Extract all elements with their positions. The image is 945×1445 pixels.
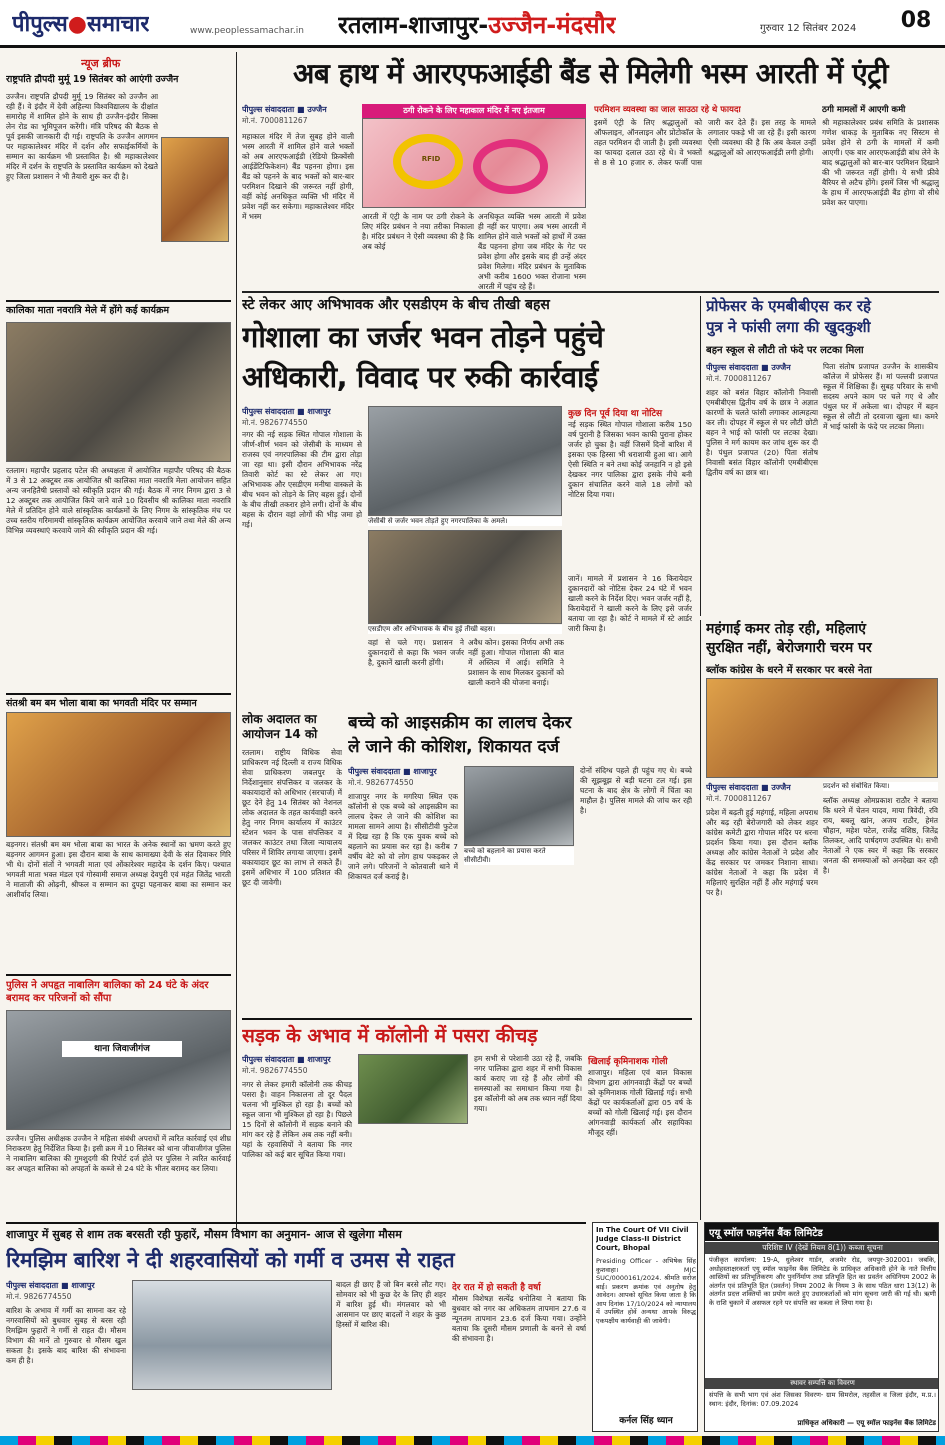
au-finance-body: पंजीकृत कार्यालय: 19-A, धुलेश्वर गार्डन, अजमेर रोड, जयपुर-302001। जबकि, अधोहस्ताक्षरकर्ता एयू स्मॉल फाइनेंस बैंक लिमिटेड के प्राधिकृत अधिकारी होने के नाते वित्तीय आस्तियों का प्रतिभूतिकरण और पुनर्निर्माण तथा प्रतिभूति हित का प्रवर्तन अधिनियम 2002 के अंतर्गत एवं प्रतिभूति हित (प्रवर्तन) नियम 2002 के नियम 3 के साथ पठित धारा 13(12) के अंतर्गत प्रदत्त शक्तियों का प्रयोग करते हुए उधारकर्ताओं को मांग सूचना जारी की गई थी। ऋणी के राशि चुकाने में असफल रहने पर संपत्ति का कब्जा ले लिया गया है। [709, 1256, 936, 1307]
khilai-headline: खिलाई कृमिनाशक गोली [588, 1057, 668, 1067]
road-headline: सड़क के अभाव में कॉलोनी में पसरा कीचड़ [242, 1025, 538, 1047]
lead-right-title: ठगी मामलों में आएगी कमी [822, 105, 906, 115]
inflation-body: प्रदेश में बढ़ती हुई महंगाई, महिला अपराध और बढ़ रही बेरोजगारी को लेकर शहर कांग्रेस कमेटी द्वारा गोपाल मंदिर पर धरना प्रदर्शन किया गया। इस दौरान ब्लॉक अध्यक्ष और कांग्रेस नेताओं ने प्रदेश और केंद्र सरकार पर जमकर निशाना साधा। कांग्रेस नेताओं ने कहा कि प्रदेश में महिलाएं सुरक्षित नहीं हैं और महंगाई चरम पर है। [706, 808, 818, 897]
weather-body: बारिश के अभाव में गर्मी का सामना कर रहे नगरवासियों को बुधवार सुबह से बरस रही रिमझिम फुहारों ने गर्मी से राहत दी। मौसम विभाग की मानें तो गुरुवार से मौसम खुल सकता है। इसके बाद बारिश की संभावना कम ही है। [6, 1306, 126, 1365]
au-finance-subtitle: परिशिष्ट IV (देखें नियम 8(1)) कब्जा सूचना [705, 1242, 939, 1254]
lead-side-body: इसमें एंट्री के लिए श्रद्धालुओं को ऑफलाइन, ऑनलाइन और प्रोटोकॉल के तहत परमिशन दी जाती है। इसी व्यवस्था का फायदा दलाल उठा रहे थे। वे भक्तों से 8 से 10 हजार रु. लेकर फर्जी पास जारी कर देते हैं। इस तरह के मामले लगातार पकड़े भी जा रहे हैं। इसी कारण ऐसी व्यवस्था की है कि अब केवल उन्हीं श्रद्धालुओं को आरएफआईडी लगी होगी। [594, 118, 816, 167]
inflation-headline-2: सुरक्षित नहीं, बेरोजगारी चरम पर [706, 640, 872, 656]
icecream-mobile: मो.नं. 9826774550 [348, 778, 414, 787]
professor-body: शहर को बसंत विहार कॉलोनी निवासी एमबीबीएस द्वितीय वर्ष के छात्र ने अज्ञात कारणों के चलते फांसी लगाकर आत्महत्या कर ली। दोपहर में स्कूल से घर लौटी छोटी बहन ने भाई को फांसी पर लटका देखा। पुलिस ने मर्ग कायम कर जांच शुरू कर दी है। पंथुल प्रजापत (20) पिता संतोष निवासी बसंत विहार कॉलोनी एमबीबीएस द्वितीय वर्ष का छात्र था। [706, 388, 818, 477]
weather-byline: पीपुल्स संवाददाता ■ शाजापुर [6, 1281, 95, 1290]
protest-caption: प्रदर्शन को संबोधित किया। [823, 782, 938, 791]
professor-subhead: बहन स्कूल से लौटी तो फंदे पर लटका मिला [706, 345, 864, 356]
lead-mobile: मो.नं. 7000811267 [242, 116, 308, 125]
gaushala-body-2: अवैध कोन। इसका निर्णय अभी तक नहीं हुआ। गोपाल गोशाला की बात में अस्तित्व में आई। समिति ने प्रशासन के साथ मिलकर दुकानों को खाली कराने की योजना बनाई। [468, 638, 564, 687]
weather-headline: रिमझिम बारिश ने दी शहरवासियों को गर्मी व उमस से राहत [6, 1248, 455, 1272]
icecream-story [348, 712, 692, 1012]
road-story [242, 1018, 692, 1218]
au-finance-header [705, 1223, 939, 1241]
professor-headline-2: पुत्र ने फांसी लगा की खुदकुशी [706, 318, 871, 336]
inflation-mobile: मो.नं. 7000811267 [706, 794, 772, 803]
gaushala-note-title: कुछ दिन पूर्व दिया था नोटिस [568, 409, 663, 419]
lead-right-body: श्री महाकालेश्वर प्रबंध समिति के प्रशासक गणेश धाकड़ के मुताबिक नए सिस्टम से प्रवेश होने से ठगी के मामलों में कमी आएगी। एक बार आरएफआईडी बांध लेने के बाद श्रद्धालुओं को बार-बार परमिशन दिखाने की भी जरूरत नहीं होगी। ये सभी फ्रीवे बैरियर से अटैच होंगे। इसमें जिस भी श्रद्धालु के हाथ में आरएफआईडी बैंड होगा वो सीधे प्रवेश कर पाएगा। [822, 118, 939, 207]
lead-col3: आरती में एंट्री के नाम पर ठगी रोकने के लिए मंदिर प्रबंधन ने नया तरीका निकाला है। मंदिर प्रबंधन ने ऐसी व्यवस्था की है कि अब कोई [362, 212, 474, 251]
inflation-story [700, 620, 939, 1220]
rain-photo [132, 1280, 332, 1390]
road-body-2: हम सभी से परेशानी उठा रहे हैं, जबकि नगर पालिका द्वारा शहर में सभी विकास कार्य कराए जा रहे हैं और लोगों की समस्याओं का समाधान किया गया है। इस कॉलोनी को अब तक ध्यान नहीं दिया गया। [474, 1054, 582, 1113]
au-finance-property: संपत्ति के सभी भाग एवं अंश जिसका विवरण- ग्राम सिमरोल, तहसील व जिला इंदौर, म.प्र.। स्थान: इंदौर, दिनांक: 07.09.2024 [709, 1391, 936, 1408]
saints-honor-photo [6, 712, 231, 837]
inflation-byline: पीपुल्स संवाददाता ■ उज्जैन [706, 783, 791, 792]
lead-col2: अनधिकृत व्यक्ति भस्म आरती में प्रवेश ही नहीं कर पाएगा। अब भस्म आरती में शामिल होने वाले भक्तों को हाथों में उक्त बैंड पहनना होगा जब मंदिर के गेट पर प्रवेश होगा और इसके बाद ही उन्हें अंदर प्रवेश मिलेगा। मंदिर प्रबंधन के मुताबिक अभी करीब 1600 भक्त रोजाना भस्म आरती में पहुंच रहे हैं। [478, 212, 586, 290]
masthead [0, 0, 945, 48]
gaushala-body: नगर की नई सड़क स्थित गोपाल गोशाला के जीर्ण-शीर्ण भवन को जेसीबी के माध्यम से राजस्व एवं नगरपालिका की टीम द्वारा तोड़ा जा रहा था। इसी दौरान अभिभावक नरेंद्र तिवारी कोर्ट का स्टे लेकर आ गए। अभिभावक और एसडीएम मनीषा वास्कले के बीच भवन को तोड़ने के लिए बहस हुई। दोनों के बीच तीखी तकरार होने लगी। दोनों के बीच बहस के दौरान वहां लोगों की भीड़ जमा हो गई। [242, 430, 362, 529]
section-rule [242, 291, 939, 293]
au-finance-footer: प्राधिकृत अधिकारी — एयू स्मॉल फाइनेंस बैंक लिमिटेड [797, 1419, 936, 1427]
brief-headline-minor-rescue: पुलिस ने अपहृत नाबालिग बालिका को 24 घंटे के अंदर बरामद कर परिजनों को सौंपा [6, 974, 231, 1005]
road-body: नगर से लेकर हमारी कॉलोनी तक कीचड़ पसरा है। वाहन निकालना तो दूर पैदल चलना भी मुश्किल हो रहा है। बच्चों को स्कूल जाना भी मुश्किल हो रहा है। पिछले 15 दिनों से कॉलोनी में सड़क बनाने की मांग कर रहे हैं लेकिन अब तक नहीं बनी। यहां के रहवासियों ने बताया कि नगर पालिका को कई बार सूचित किया गया। [242, 1080, 352, 1159]
court-notice-signature: कर्नल सिंह ध्यान [619, 1416, 673, 1426]
road-mobile: मो.नं. 9826774550 [242, 1066, 308, 1075]
icecream-headline-1: बच्चे को आइसक्रीम का लालच देकर [348, 713, 572, 733]
gaushala-note-body: नई सड़क स्थित गोपाल गोशाला करीब 150 वर्ष पुरानी है जिसका भवन काफी पुराना होकर जर्जर हो चुका है। वहीं जिसमें दिनों बारिश में इसका एक हिस्सा भी धराशायी हुआ था। आगे ऐसी स्थिति न बने तथा कोई जनहानि न हो इसे देखकर नगर पालिका द्वारा इसके नीचे बनी दुकान संचालित करने वाले 18 लोगों को नोटिस दिया गया। [568, 420, 692, 499]
website-url[interactable]: www.peoplessamachar.in [190, 26, 304, 36]
icecream-body: शाजापुर नगर के मगरिया स्थित एक कॉलोनी से एक बच्चे को आइसक्रीम का लालच देकर ले जाने की कोशिश का मामला सामने आया है। सीसीटीवी फुटेज में दिख रहा है कि एक युवक बच्चे को बहलाने का प्रयास कर रहा है। करीब 7 वर्षीय बेटे को वो लोग हाथ पकड़कर ले जाने लगे। परिजनों ने कोतवाली थाने में शिकायत दर्ज कराई है। [348, 792, 458, 881]
lead-story [242, 52, 939, 290]
au-finance-ad [704, 1222, 939, 1432]
rfid-band-photo [362, 118, 586, 208]
weather-body-2: बादल ही छाए हैं जो बिन बरसे लौट गए। सोमवार को भी कुछ देर के लिए ही शहर में बारिश हुई थी। मंगलवार को भी आसमान पर छाए बादलों ने शहर के कुछ हिस्सों में बारिश की। [336, 1280, 446, 1329]
lok-adalat-headline: लोक अदालत का आयोजन 14 को [242, 712, 318, 741]
rfid-photo-banner: ठगी रोकने के लिए महाकाल मंदिर में नए इंतजाम [362, 104, 586, 118]
lead-headline: अब हाथ में आरएफआईडी बैंड से मिलेगी भस्म आरती में एंट्री [293, 57, 888, 90]
lead-side-title: परमिशन व्यवस्था का जाल साउठा रहे थे फायदा [594, 105, 741, 115]
icecream-body-2: दोनों संदिग्ध पहले ही पहुंच गए थे। बच्चे की सूझबूझ से बड़ी घटना टल गई। इस घटना के बाद क्षेत्र के लोगों में चिंता का माहौल है। पुलिस मामले की जांच कर रही है। [580, 766, 692, 815]
court-notice-body: Presiding Officer - अभिषेक सिंह कुशवाहा। MJC SUC/0000161/2024. श्रीमति सरोज बाई। प्रकरण क्रमांक एवं अनुतोष हेतु आवेदन। आपको सूचित किया जाता है कि आप दिनांक 17/10/2024 को न्यायालय में उपस्थित होवें अन्यथा आपके विरुद्ध एकपक्षीय कार्यवाही की जावेगी। [596, 1257, 696, 1325]
mud-road-photo [358, 1054, 468, 1124]
au-finance-title: एयू स्मॉल फाइनेंस बैंक लिमिटेड [709, 1228, 823, 1239]
court-notice-ad [592, 1222, 698, 1432]
weather-story [6, 1222, 586, 1432]
gaushala-byline: पीपुल्स संवाददाता ■ शाजापुर [242, 407, 331, 416]
road-byline: पीपुल्स संवाददाता ■ शाजापुर [242, 1055, 331, 1064]
police-station-photo [6, 1010, 231, 1130]
gaushala-kicker: स्टे लेकर आए अभिभावक और एसडीएम के बीच तीखी बहस [242, 297, 550, 313]
brief-headline-president: राष्ट्रपति द्रौपदी मुर्मू 19 सितंबर को आएंगी उज्जैन [6, 74, 179, 85]
cctv-photo [464, 766, 574, 846]
weather-mobile: मो.नं. 9826774550 [6, 1292, 72, 1301]
inflation-body-2: ब्लॉक अध्यक्ष ओमप्रकाश राठौर ने बताया कि धरने में चेतन यादव, माया त्रिवेदी, रवि राय, बबलू खांन, अजय राठौर, हेमंत चौहान, महेश पटेल, राजेंद्र वशिष्ठ, जितेंद्र तिलकर, आदि पार्षदगण उपस्थित थे। सभी नेताओं ने एक स्वर में कहा कि सरकार जनता की समस्याओं को अनदेखा कर रही है। [823, 796, 938, 875]
professor-story [700, 296, 939, 616]
color-registration-bar [0, 1436, 945, 1445]
argument-caption: एसडीएम और अभिभावक के बीच हुई तीखी बहस। [368, 625, 562, 634]
weather-side-body: मौसम विशेषज्ञ सत्येंद्र धनोतिया ने बताया कि बुधवार को नगर का अधिकतम तापमान 27.6 व न्यूनतम तापमान 23.6 दर्ज किया गया। उन्होंने बताया कि दूसरी मौसम प्रणाली के बनने से वर्षा की संभावना है। [452, 1294, 586, 1343]
brief-body-president: उज्जैन। राष्ट्रपति द्रौपदी मुर्मू 19 सितंबर को उज्जैन आ रही हैं। वे इंदौर में देवी अहिल्या विश्वविद्यालय के दीक्षांत समारोह में शामिल होने के साथ ही उज्जैन-इंदौर सिक्स लेन रोड का भूमिपूजन करेंगी। मंत्रि परिषद की बैठक से पूर्व इसकी जानकारी दी गई। राष्ट्रपति के उज्जैन आगमन पर महाकालेश्वर मंदिर में दर्शन और सफाईकर्मियों के सम्मान का कार्यक्रम भी प्रस्तावित है। श्री महाकालेश्वर मंदिर में दर्शन के राष्ट्रपति के प्रस्तावित कार्यक्रम को देखते हुए जिला प्रशासन ने भी तैयारी शुरू कर दी है। [6, 92, 158, 181]
lok-adalat-story [242, 712, 342, 1012]
column-divider [236, 52, 237, 1232]
khilai-body: शाजापुर। महिला एवं बाल विकास विभाग द्वारा आंगनवाड़ी केंद्रों पर बच्चों को कृमिनाशक गोली खिलाई गई। सभी केंद्रों पर कार्यकर्ताओं द्वारा 05 वर्ष के बच्चों को गोली खिलाई गई। इस दौरान आंगनवाड़ी कार्यकर्ता और सहायिका मौजूद रहीं। [588, 1068, 692, 1137]
gaushala-headline-2: अधिकारी, विवाद पर रुकी कार्रवाई [242, 360, 598, 394]
rfid-band-pink [473, 139, 548, 194]
cctv-caption: बच्चे को बहलाने का प्रयास करते सीसीटीवी। [464, 847, 574, 865]
brief-body-bam-bholababa: बड़नगर। संतश्री बम बम भोला बाबा का भारत के अनेक स्थानों का भ्रमण करते हुए बड़नगर आगमन हुआ। इस दौरान बाबा के साथ कामाख्या देवी के संत दिवाकर गिरि भी थे। दोनों संतों ने भगवती माता एवं ओंकारेश्वर महादेव के दर्शन किए। पश्चात भगवती माता भक्त मंडल एवं गोस्वामी समाज अध्यक्ष देवपुरी एवं महंत जितेंद्र भारती ने माताजी की ओढ़नी, श्रीफल व सम्मान का दुपट्टा पहनाकर बाबा का सम्मान कर आशीर्वाद लिया। [6, 840, 231, 899]
professor-byline: पीपुल्स संवाददाता ■ उज्जैन [706, 363, 791, 372]
edition-region: रतलाम-शाजापुर-उज्जैन-मंदसौर [338, 11, 616, 39]
brief-headline-bam-bholababa: संतश्री बम बम भोला बाबा का भगवती मंदिर पर सम्मान [6, 693, 231, 710]
lok-adalat-body: रतलाम। राष्ट्रीय विधिक सेवा प्राधिकरण नई दिल्ली व राज्य विधिक सेवा प्राधिकरण जबलपुर के निर्देशानुसार संपत्तिकर व जलकर के बकायादारों को अधिभार (सरचार्ज) में छूट देने हेतु 14 सितंबर को नेशनल लोक अदालत के तहत कार्यवाही करने हेतु नगर निगम कार्यालय में काउंटर स्टेशन भवन के पास संपत्तिकर व जलकर काउंटर तथा जिला न्यायालय परिसर में शिविर लगाया जाएगा। इसमें बकायादार छूट का लाभ ले सकते हैं। इसमें अधिभार में 100 प्रतिशत की छूट दी जावेगी। [242, 748, 342, 887]
brief-body-kalika: रतलाम। महापौर प्रहलाद पटेल की अध्यक्षता में आयोजित महापौर परिषद की बैठक में 3 से 12 अक्टूबर तक आयोजित श्री कालिका माता नवरात्रि मेला आयोजन सहित अन्य जनहितैषी प्रस्तावों को स्वीकृति प्रदान की गई। बैठक में नगर निगम द्वारा 3 से 12 अक्टूबर तक आयोजित किये जाने वाले 10 दिवसीय श्री कालिका माता नवरात्रि मेले में प्रतिदिन होने वाले सांस्कृतिक कार्यक्रमों के लिए निगम के सांस्कृतिक मंच पर उच्च स्तरीय गरिमामयी सांस्कृतिक कार्यक्रम आयोजित करवाये जाने तथा मेले की अन्य विभिन्न व्यवस्थाएं करवाये जाने की स्वीकृति प्रदान की गई। [6, 466, 231, 535]
inflation-subhead: ब्लॉक कांग्रेस के धरने में सरकार पर बरसे नेता [706, 665, 872, 676]
news-brief-label: न्यूज ब्रीफ [81, 57, 121, 70]
icecream-byline: पीपुल्स संवाददाता ■ शाजापुर [348, 767, 437, 776]
demolition-photo [368, 406, 562, 516]
inflation-headline-1: महंगाई कमर तोड़ रही, महिलाएं [706, 621, 867, 637]
professor-headline-1: प्रोफेसर के एमबीबीएस कर रहे [706, 297, 872, 315]
gaushala-headline-1: गोशाला का जर्जर भवन तोड़ने पहुंचे [242, 320, 604, 354]
au-finance-property-title: स्थावर सम्पत्ति का विवरण [705, 1378, 939, 1389]
brief-body-minor-rescue: उज्जैन। पुलिस अधीक्षक उज्जैन ने महिला संबंधी अपराधों में त्वरित कार्रवाई एवं शीघ्र निराकरण हेतु निर्देशित किया है। इसी क्रम में 10 सितंबर को थाना जीवाजीगंज पुलिस ने नाबालिग बालिका की गुमशुदगी की रिपोर्ट दर्ज होते पर पुलिस ने त्वरित कार्रवाई कर अपहृत बालिका को अपहर्ता के कब्जे से 24 घंटे के भीतर बरामद कर लिया। [6, 1134, 231, 1173]
icecream-headline-2: ले जाने की कोशिश, शिकायत दर्ज [348, 737, 560, 757]
rfid-band-label: RFID [421, 155, 441, 163]
president-photo [161, 137, 229, 242]
brand-dot-icon: ● [67, 12, 87, 37]
page-number: 08 [900, 8, 932, 33]
gaushala-body-4: जानें। मामले में प्रशासन ने 16 किरायेदार दुकानदारों को नोटिस देकर 24 घंटे में भवन खाली करने के निर्देश दिए। भवन जर्जर नहीं है, किरायेदारों ने खाली करने के लिए इसे जर्जर बताया जा रहा है। कोर्ट ने मामले में स्टे आर्डर जारी किया है। [568, 574, 692, 633]
gaushala-body-3: वहां से चले गए। प्रशासन ने दुकानदारों से कहा कि भवन जर्जर है, दुकानें खाली करनी होंगी। [368, 638, 464, 667]
brief-headline-kalika: कालिका माता नवरात्रि मेले में होंगे कई कार्यक्रम [6, 300, 231, 317]
professor-body-2: पिता संतोष प्रजापत उज्जैन के शासकीय कॉलेज में प्रोफेसर हैं। मां पल्लवी प्रजापत स्कूल में शिक्षिका हैं। सुबह परिवार के सभी सदस्य अपने काम पर चले गए थे और पंथुल घर में अकेला था। दोपहर में बहन स्कूल से लौटी तो दरवाजा खुला था। कमरे में भाई फांसी के फंदे पर लटका मिला। [823, 362, 938, 431]
gaushala-story [242, 296, 692, 706]
lead-col1: महाकाल मंदिर में तेज सुबह होने वाली भस्म आरती में शामिल होने वाले भक्तों को अब आरएफआईडी (रेडियो फ्रिक्वेंसी आईडेंटिफिकेशन) बैंड पहनना होगा। इस बैंड को पहनने के बाद भक्तों को बार-बार परमिशन दिखाने की जरूरत नहीं होगी, वहीं कोई अनधिकृत व्यक्ति भी मंदिर में प्रवेश नहीं कर सकेगा। महाकालेश्वर मंदिर में भस्म [242, 132, 354, 221]
weather-kicker: शाजापुर में सुबह से शाम तक बरसती रही फुहारें, मौसम विभाग का अनुमान- आज से खुलेगा मौसम [6, 1228, 402, 1241]
lead-byline: पीपुल्स संवाददाता ■ उज्जैन [242, 105, 327, 114]
newspaper-brand[interactable]: पीपुल्स●समाचार [12, 12, 150, 37]
meeting-photo [6, 322, 231, 462]
demolition-caption: जेसीबी से जर्जर भवन तोड़ते हुए नगरपालिका के अमले। [368, 517, 562, 526]
weather-side-title: देर रात में हो सकती है वर्षा [452, 1283, 541, 1293]
protest-photo [706, 678, 938, 778]
argument-photo [368, 530, 562, 624]
edition-date: गुरुवार 12 सितंबर 2024 [760, 23, 857, 34]
police-station-sign: थाना जिवाजीगंज [62, 1041, 182, 1057]
professor-mobile: मो.नं. 7000811267 [706, 374, 772, 383]
court-notice-title: In The Court Of VII Civil Judge Class-II District Court, Bhopal [596, 1226, 689, 1252]
gaushala-mobile: मो.नं. 9826774550 [242, 418, 308, 427]
